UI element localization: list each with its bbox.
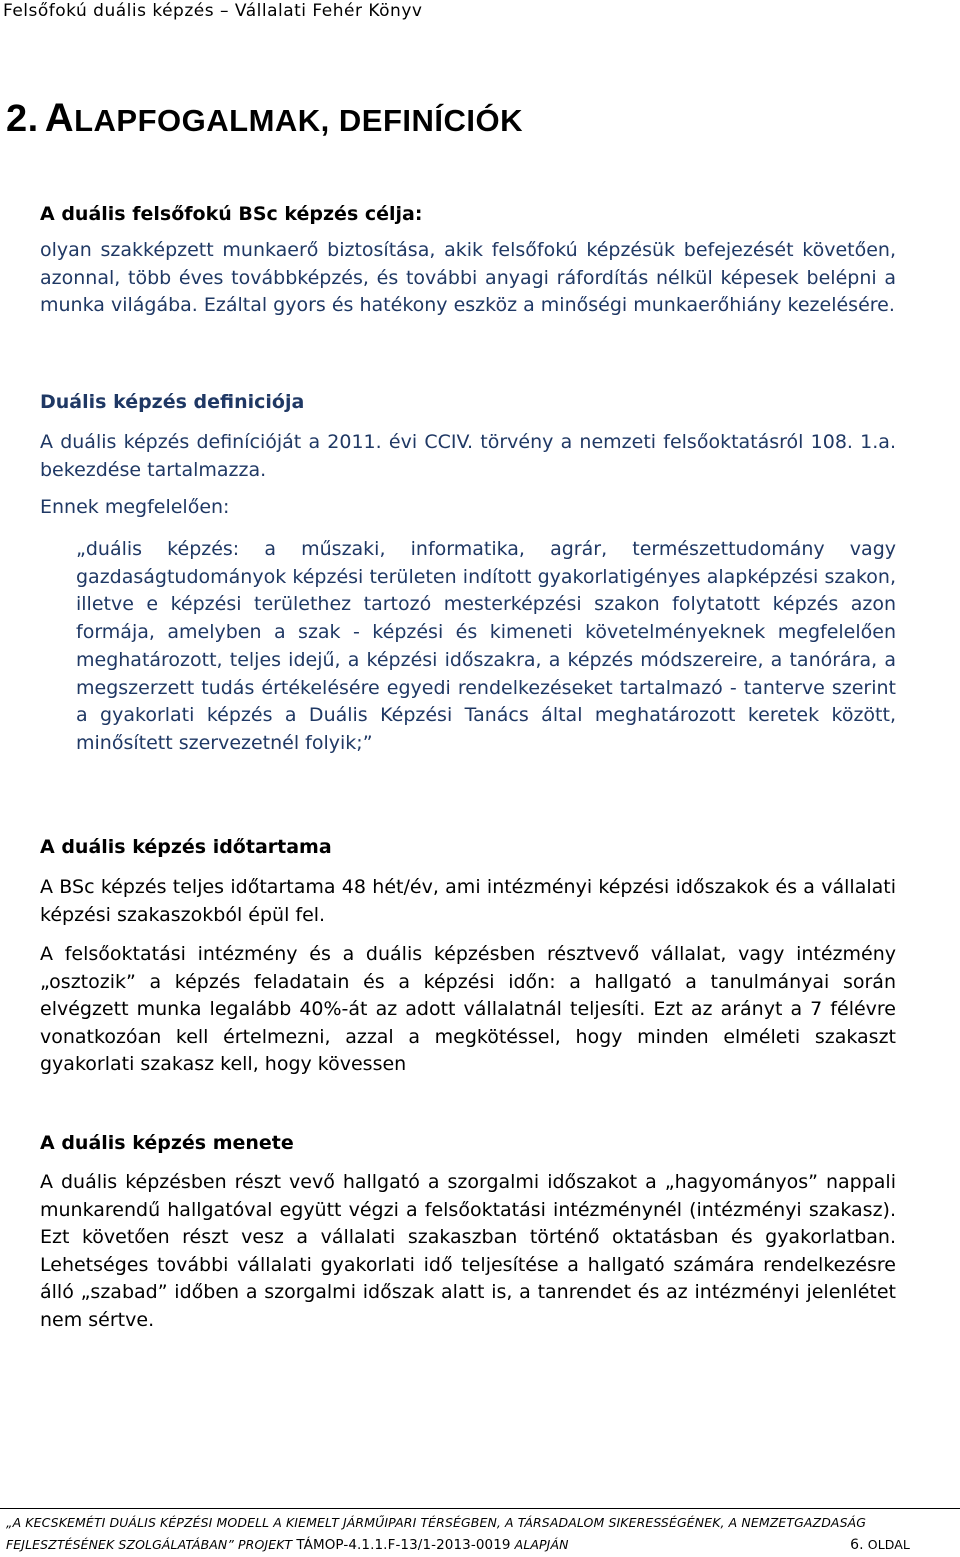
- footer-project-title-end: FEJLESZTÉSÉNEK SZOLGÁLATÁBAN”: [6, 1537, 234, 1552]
- footer-project-code: TÁMOP-4.1.1.F-13/1-2013-0019: [296, 1537, 511, 1553]
- footer-project-word: PROJEKT: [238, 1537, 293, 1552]
- chapter-title: [6, 96, 523, 141]
- page-number-word: OLDAL: [867, 1537, 910, 1552]
- footer-divider: [0, 1508, 960, 1509]
- definition-quote: „duális képzés: a műszaki, informatika, agrár, természettudomány vagy gazdaságtudományok képzési területen indított gyakorlatigényes alapképzési szakon, illetve e képzési területhez tartozó mesterképzési szakon folytatott képzés azon formája, amelyben a szak - képzési és kimeneti követelményeknek megfelelően meghatározott, teljes idejű, a képzési időszakra, a képzés módszereire, a tanórára, a megszerzett tudás értékelésére egyedi rendelkezéseket tartalmazó - tanterve szerint a gyakorlati képzés a Duális Képzési Tanács által meghatározott keretek között, minősített szervezetnél folyik;”: [76, 538, 896, 754]
- duration-heading: A duális képzés időtartama: [40, 836, 332, 858]
- definition-body: A duális képzés definícióját a 2011. évi CCIV. törvény a nemzeti felsőoktatásról 108. 1.a. bekezdése tartalmazza.: [40, 431, 896, 481]
- chapter-title-rest: LAPFOGALMAK, DEFINÍCIÓK: [74, 103, 524, 138]
- footer-based-on: ALAPJÁN: [514, 1537, 569, 1552]
- goal-body: olyan szakképzett munkaerő biztosítása, akik felsőfokú képzésük befejezését követően, azonnal, több éves továbbképzés, és további anyagi ráfordítás nélkül képesek belépni a munka világába. Ezáltal gyors és hatékony eszköz a minőségi munkaerőhiány kezelésére.: [40, 239, 896, 317]
- duration-para-1: A BSc képzés teljes időtartama 48 hét/év, ami intézményi képzési időszakok és a vállalati képzési szakaszokból épül fel.: [40, 876, 896, 926]
- chapter-number: 2.: [6, 98, 39, 140]
- footer-project-line: [6, 1537, 910, 1553]
- goal-heading: A duális felsőfokú BSc képzés célja:: [40, 203, 423, 225]
- page-number-value: 6.: [850, 1537, 864, 1553]
- definition-intro: Ennek megfelelően:: [40, 496, 230, 518]
- duration-para-2: A felsőoktatási intézmény és a duális képzésben résztvevő vállalat, vagy intézmény „osztozik” a képzés feladatain és a képzési időn: a hallgató a tanulmányai során elvégzett munka legalább 40%-át az adott vállalatnál teljesíti. Ezt az arányt a 7 félévre vonatkozóan kell értelmezni, azzal a megkötéssel, hogy minden elméleti szakaszt gyakorlati szakasz kell, hogy kövessen: [40, 943, 896, 1076]
- running-header: Felsőfokú duális képzés – Vállalati Fehér Könyv: [3, 1, 423, 21]
- footer-project-info: [6, 1537, 569, 1553]
- chapter-title-initial: A: [44, 96, 75, 140]
- definition-heading: Duális képzés definiciója: [40, 391, 305, 413]
- process-body: A duális képzésben részt vevő hallgató a szorgalmi időszakot a „hagyományos” nappali munkarendű hallgatóval együtt végzi a felsőoktatási intézménynél (intézményi szakasz). Ezt követően részt vesz a vállalati szakaszban történő oktatásban és gyakorlatban. Lehetséges további vállalati gyakorlati idő teljesítése a hallgató számára rendelkezésre álló „szabad” időben a szorgalmi időszak alatt is, a tanrendet és az intézményi jelenlétet nem sértve.: [40, 1171, 896, 1331]
- process-heading: A duális képzés menete: [40, 1132, 294, 1154]
- footer-project-title: „A KECSKEMÉTI DUÁLIS KÉPZÉSI MODELL A KIEMELT JÁRMŰIPARI TÉRSÉGBEN, A TÁRSADALOM SIKERESSÉGÉNEK, A NEMZETGAZDASÁG: [6, 1515, 867, 1530]
- page-number: [850, 1537, 910, 1553]
